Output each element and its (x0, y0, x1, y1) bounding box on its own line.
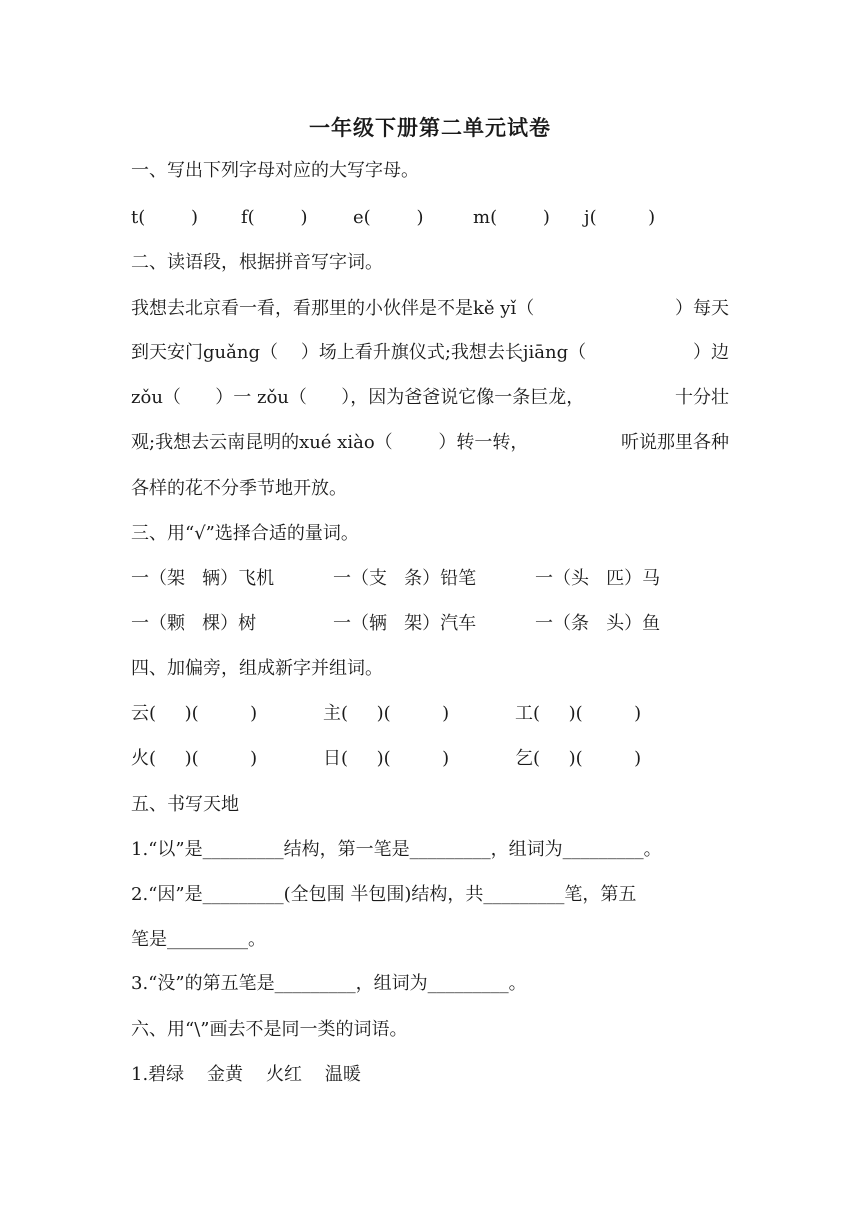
radical-item: 云( )( ) (131, 703, 258, 724)
measure-word-row (131, 611, 731, 637)
passage-text: zǒu（ ）一 zǒu（ ），因为爸爸说它像一条巨龙， (131, 387, 585, 408)
passage-text: ）每天 (675, 298, 729, 319)
measure-word-item: 一（颗 棵）树 (131, 613, 257, 634)
letter-item: t( ) (131, 207, 199, 228)
section-1-heading: 一、写出下列字母对应的大写字母。 (131, 160, 419, 181)
measure-word-item: 一（头 匹）马 (535, 568, 661, 589)
writing-question: 1.“以”是_________结构，第一笔是_________，组词为_________。 (131, 839, 662, 860)
section-2-heading: 二、读语段，根据拼音写字词。 (131, 252, 383, 273)
letter-item: f( ) (241, 207, 308, 228)
radical-item: 日( )( ) (323, 748, 450, 769)
radical-item: 乞( )( ) (515, 748, 642, 769)
letter-item: j( ) (584, 207, 656, 228)
measure-word-item: 一（支 条）铅笔 (333, 568, 477, 589)
passage-line: 各样的花不分季节地开放。 (131, 478, 347, 499)
section-6-heading: 六、用“\”画去不是同一类的词语。 (131, 1019, 408, 1040)
section-1-letters (131, 205, 731, 231)
passage-line (131, 430, 729, 456)
measure-word-item: 一（架 辆）飞机 (131, 568, 275, 589)
section-5-heading: 五、书写天地 (131, 794, 239, 815)
section-3-heading: 三、用“√”选择合适的量词。 (131, 523, 359, 544)
measure-word-item: 一（条 头）鱼 (535, 613, 661, 634)
radical-row (131, 746, 731, 772)
passage-line (131, 385, 729, 411)
passage-line (131, 340, 729, 366)
writing-question: 3.“没”的第五笔是_________，组词为_________。 (131, 973, 527, 994)
measure-word-item: 一（辆 架）汽车 (333, 613, 477, 634)
passage-line (131, 296, 729, 322)
radical-row (131, 701, 731, 727)
writing-question: 笔是_________。 (131, 929, 266, 950)
word-group: 1.碧绿 金黄 火红 温暖 (131, 1064, 361, 1085)
radical-item: 火( )( ) (131, 748, 258, 769)
letter-item: e( ) (353, 207, 424, 228)
page-title: 一年级下册第二单元试卷 (309, 115, 551, 140)
radical-item: 主( )( ) (323, 703, 450, 724)
passage-text: 听说那里各种 (621, 432, 729, 453)
letter-item: m( ) (473, 207, 550, 228)
radical-item: 工( )( ) (515, 703, 642, 724)
passage-text: 十分壮 (675, 387, 729, 408)
passage-text: 到天安门guǎng（ ）场上看升旗仪式;我想去长jiāng（ (131, 342, 587, 363)
section-4-heading: 四、加偏旁，组成新字并组词。 (131, 658, 383, 679)
passage-text: 我想去北京看一看，看那里的小伙伴是不是kě yǐ（ (131, 298, 535, 319)
measure-word-row (131, 566, 731, 592)
passage-text: ）边 (693, 342, 729, 363)
passage-text: 观;我想去云南昆明的xué xiào（ ）转一转， (131, 432, 529, 453)
writing-question: 2.“因”是_________(全包围 半包围)结构，共_________笔，第五 (131, 884, 637, 905)
